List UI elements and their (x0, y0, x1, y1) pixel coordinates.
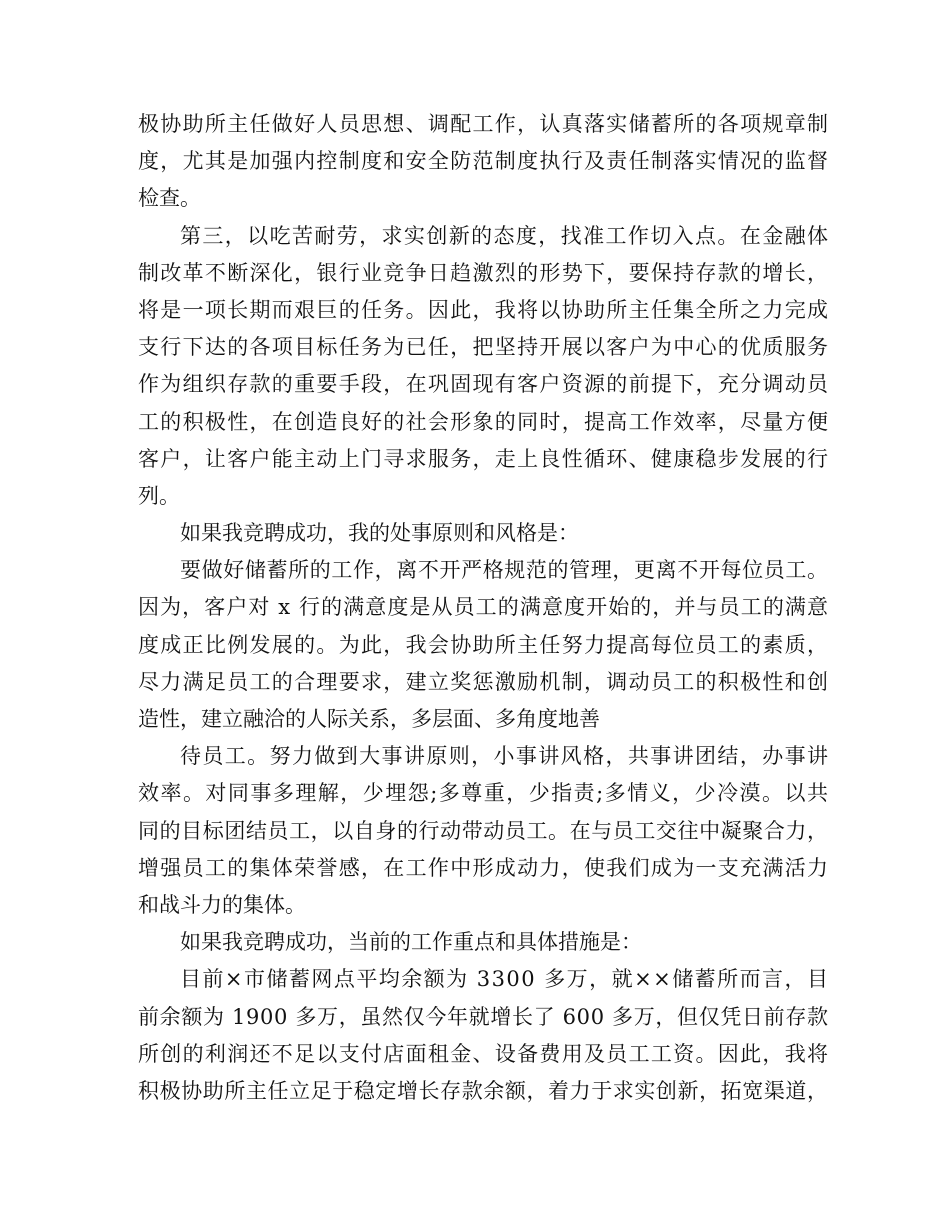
document-body (138, 106, 828, 1110)
text-line: 制改革不断深化，银行业竞争日趋激烈的形势下，要保持存款的增长， (138, 260, 830, 285)
text-line: 度成正比例发展的。为此，我会协助所主任努力提高每位员工的素质， (138, 632, 830, 657)
text-line: 目前×市储蓄网点平均余额为 3300 多万，就××储蓄所而言，目 (180, 967, 830, 992)
text-line: 极协助所主任做好人员思想、调配工作，认真落实储蓄所的各项规章制 (138, 112, 830, 136)
text-line: 工的积极性，在创造良好的社会形象的同时，提高工作效率，尽量方便 (138, 409, 830, 434)
text-line: 和战斗力的集体。 (138, 892, 306, 917)
text-line: 客户，让客户能主动上门寻求服务，走上良性循环、健康稳步发展的行 (138, 446, 830, 471)
text-line: 待员工。努力做到大事讲原则，小事讲风格，共事讲团结，办事讲 (180, 744, 830, 769)
text-line: 要做好储蓄所的工作，离不开严格规范的管理，更离不开每位员工。 (180, 558, 829, 583)
text-line: 支行下达的各项目标任务为已任，把坚持开展以客户为中心的优质服务 (138, 335, 830, 360)
text-line: 检查。 (138, 186, 201, 211)
text-line: 积极协助所主任立足于稳定增长存款余额，着力于求实创新，拓宽渠道， (138, 1078, 829, 1103)
text-line: 前余额为 1900 多万，虽然仅今年就增长了 600 多万，但仅凭日前存款 (138, 1004, 829, 1029)
text-line: 尽力满足员工的合理要求，建立奖惩激励机制，调动员工的积极性和创 (138, 669, 830, 694)
text-line: 将是一项长期而艰巨的任务。因此，我将以协助所主任集全所之力完成 (138, 297, 830, 322)
text-line: 列。 (138, 483, 180, 508)
text-line: 如果我竞聘成功，我的处事原则和风格是： (180, 521, 579, 546)
text-line: 第三，以吃苦耐劳，求实创新的态度，找准工作切入点。在金融体 (180, 223, 830, 248)
text-line: 同的目标团结员工，以自身的行动带动员工。在与员工交往中凝聚合力， (138, 818, 829, 843)
text-line: 作为组织存款的重要手段，在巩固现有客户资源的前提下，充分调动员 (138, 372, 830, 397)
text-line: 效率。对同事多理解，少埋怨;多尊重，少指责;多情义，少冷漠。以共 (138, 781, 830, 806)
text-line: 度，尤其是加强内控制度和安全防范制度执行及责任制落实情况的监督 (138, 149, 830, 174)
text-line: 造性，建立融洽的人际关系，多层面、多角度地善 (138, 707, 600, 731)
text-line: 因为，客户对 x 行的满意度是从员工的满意度开始的，并与员工的满意 (138, 595, 830, 620)
text-line: 如果我竞聘成功，当前的工作重点和具体措施是： (180, 930, 642, 955)
text-line: 增强员工的集体荣誉感，在工作中形成动力，使我们成为一支充满活力 (138, 855, 830, 880)
text-line: 所创的利润还不足以支付店面租金、设备费用及员工工资。因此，我将 (138, 1041, 830, 1066)
